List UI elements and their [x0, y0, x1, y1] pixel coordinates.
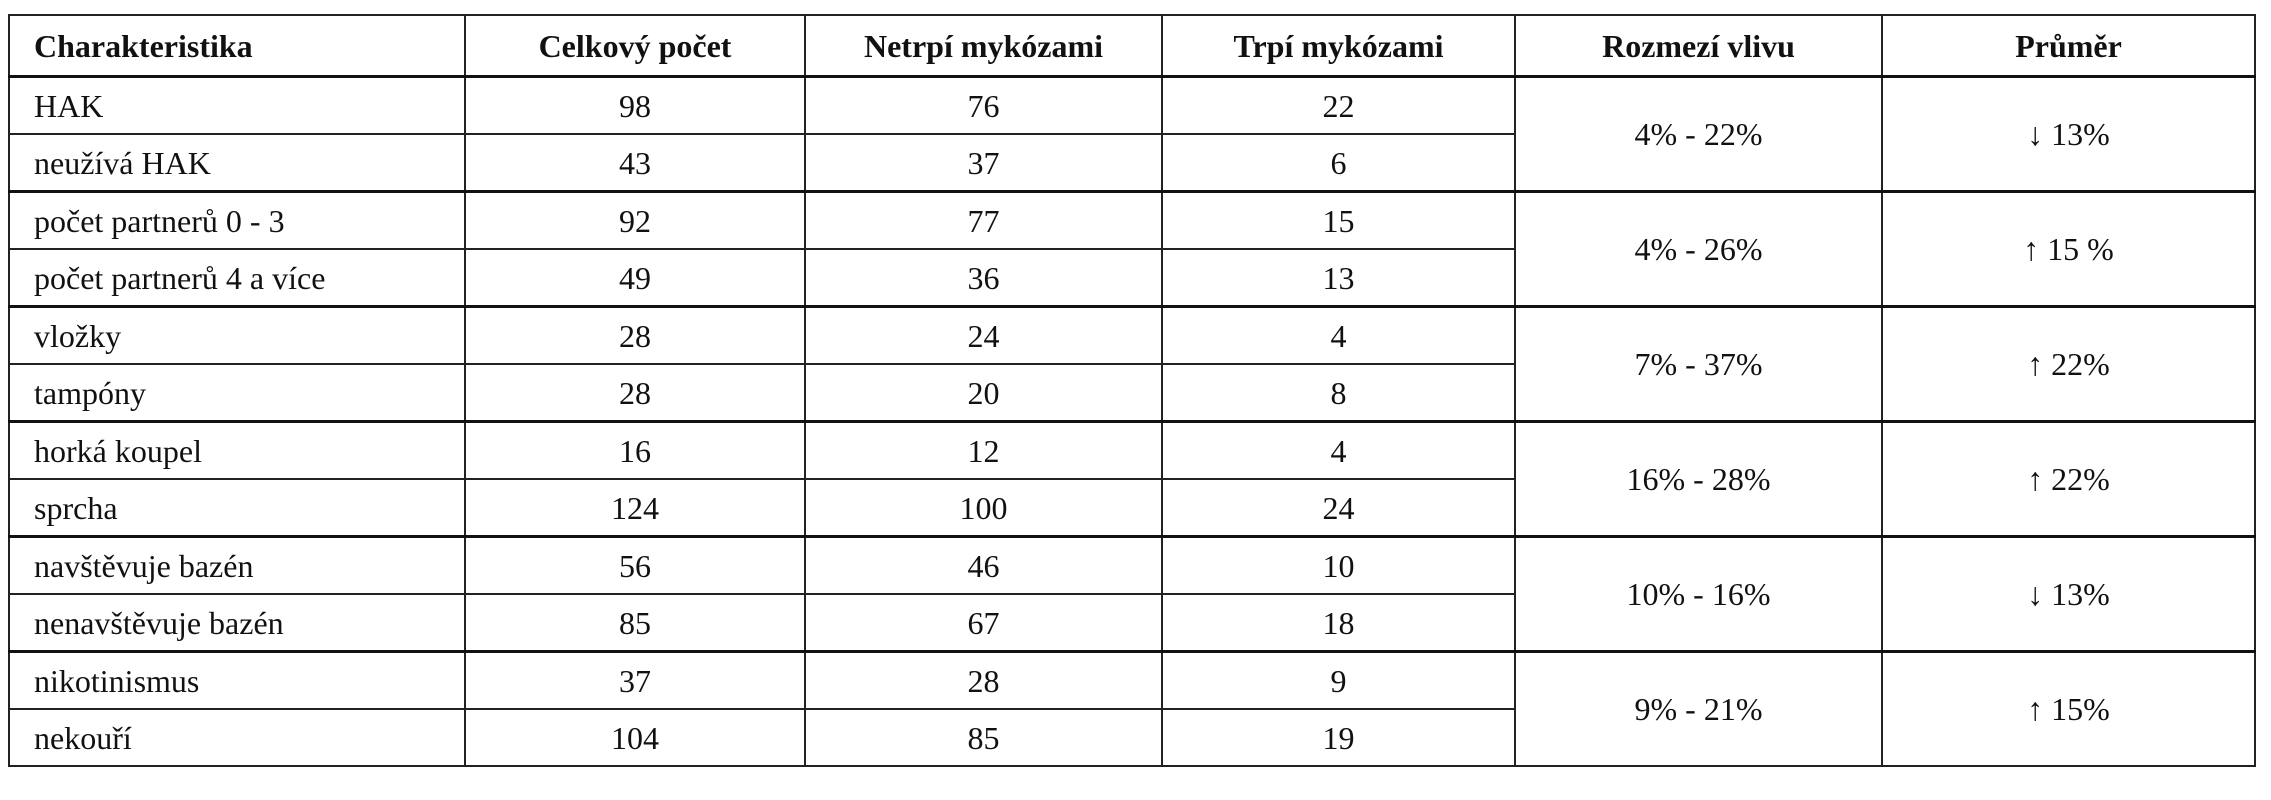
influence-range-cell: 4% - 22% [1515, 77, 1882, 192]
influence-range-cell: 4% - 26% [1515, 192, 1882, 307]
without-mycosis-cell: 20 [805, 364, 1162, 422]
influence-range-cell: 16% - 28% [1515, 422, 1882, 537]
with-mycosis-cell: 24 [1162, 479, 1515, 537]
with-mycosis-cell: 22 [1162, 77, 1515, 135]
total-count-cell: 16 [465, 422, 805, 480]
influence-range-cell: 10% - 16% [1515, 537, 1882, 652]
row-label: tampóny [9, 364, 465, 422]
header-characteristic: Charakteristika [9, 15, 465, 77]
header-without-mycosis: Netrpí mykózami [805, 15, 1162, 77]
total-count-cell: 28 [465, 307, 805, 365]
without-mycosis-cell: 67 [805, 594, 1162, 652]
average-cell: ↑ 22% [1882, 422, 2255, 537]
total-count-cell: 92 [465, 192, 805, 250]
total-count-cell: 124 [465, 479, 805, 537]
table-row [9, 422, 2255, 480]
total-count-cell: 98 [465, 77, 805, 135]
with-mycosis-cell: 13 [1162, 249, 1515, 307]
mycosis-characteristics-table [8, 14, 2256, 767]
row-label: navštěvuje bazén [9, 537, 465, 595]
row-label: počet partnerů 0 - 3 [9, 192, 465, 250]
without-mycosis-cell: 12 [805, 422, 1162, 480]
row-label: neužívá HAK [9, 134, 465, 192]
table-row [9, 307, 2255, 365]
without-mycosis-cell: 36 [805, 249, 1162, 307]
without-mycosis-cell: 100 [805, 479, 1162, 537]
row-label: sprcha [9, 479, 465, 537]
table-row [9, 192, 2255, 250]
without-mycosis-cell: 77 [805, 192, 1162, 250]
row-label: nekouří [9, 709, 465, 766]
with-mycosis-cell: 15 [1162, 192, 1515, 250]
with-mycosis-cell: 6 [1162, 134, 1515, 192]
row-label: vložky [9, 307, 465, 365]
with-mycosis-cell: 19 [1162, 709, 1515, 766]
influence-range-cell: 9% - 21% [1515, 652, 1882, 767]
row-label: počet partnerů 4 a více [9, 249, 465, 307]
without-mycosis-cell: 76 [805, 77, 1162, 135]
header-influence-range: Rozmezí vlivu [1515, 15, 1882, 77]
average-cell: ↓ 13% [1882, 77, 2255, 192]
header-with-mycosis: Trpí mykózami [1162, 15, 1515, 77]
without-mycosis-cell: 46 [805, 537, 1162, 595]
influence-range-cell: 7% - 37% [1515, 307, 1882, 422]
table-header-row [9, 15, 2255, 77]
table-row [9, 652, 2255, 710]
with-mycosis-cell: 4 [1162, 422, 1515, 480]
average-cell: ↓ 13% [1882, 537, 2255, 652]
table-row [9, 537, 2255, 595]
data-table-container [8, 14, 2254, 767]
total-count-cell: 28 [465, 364, 805, 422]
row-label: nenavštěvuje bazén [9, 594, 465, 652]
with-mycosis-cell: 8 [1162, 364, 1515, 422]
without-mycosis-cell: 28 [805, 652, 1162, 710]
average-cell: ↑ 15% [1882, 652, 2255, 767]
average-cell: ↑ 22% [1882, 307, 2255, 422]
header-average: Průměr [1882, 15, 2255, 77]
total-count-cell: 85 [465, 594, 805, 652]
total-count-cell: 43 [465, 134, 805, 192]
with-mycosis-cell: 9 [1162, 652, 1515, 710]
total-count-cell: 49 [465, 249, 805, 307]
with-mycosis-cell: 10 [1162, 537, 1515, 595]
average-cell: ↑ 15 % [1882, 192, 2255, 307]
with-mycosis-cell: 18 [1162, 594, 1515, 652]
row-label: horká koupel [9, 422, 465, 480]
with-mycosis-cell: 4 [1162, 307, 1515, 365]
row-label: nikotinismus [9, 652, 465, 710]
without-mycosis-cell: 85 [805, 709, 1162, 766]
without-mycosis-cell: 37 [805, 134, 1162, 192]
total-count-cell: 56 [465, 537, 805, 595]
table-row [9, 77, 2255, 135]
total-count-cell: 104 [465, 709, 805, 766]
header-total-count: Celkový počet [465, 15, 805, 77]
total-count-cell: 37 [465, 652, 805, 710]
row-label: HAK [9, 77, 465, 135]
without-mycosis-cell: 24 [805, 307, 1162, 365]
